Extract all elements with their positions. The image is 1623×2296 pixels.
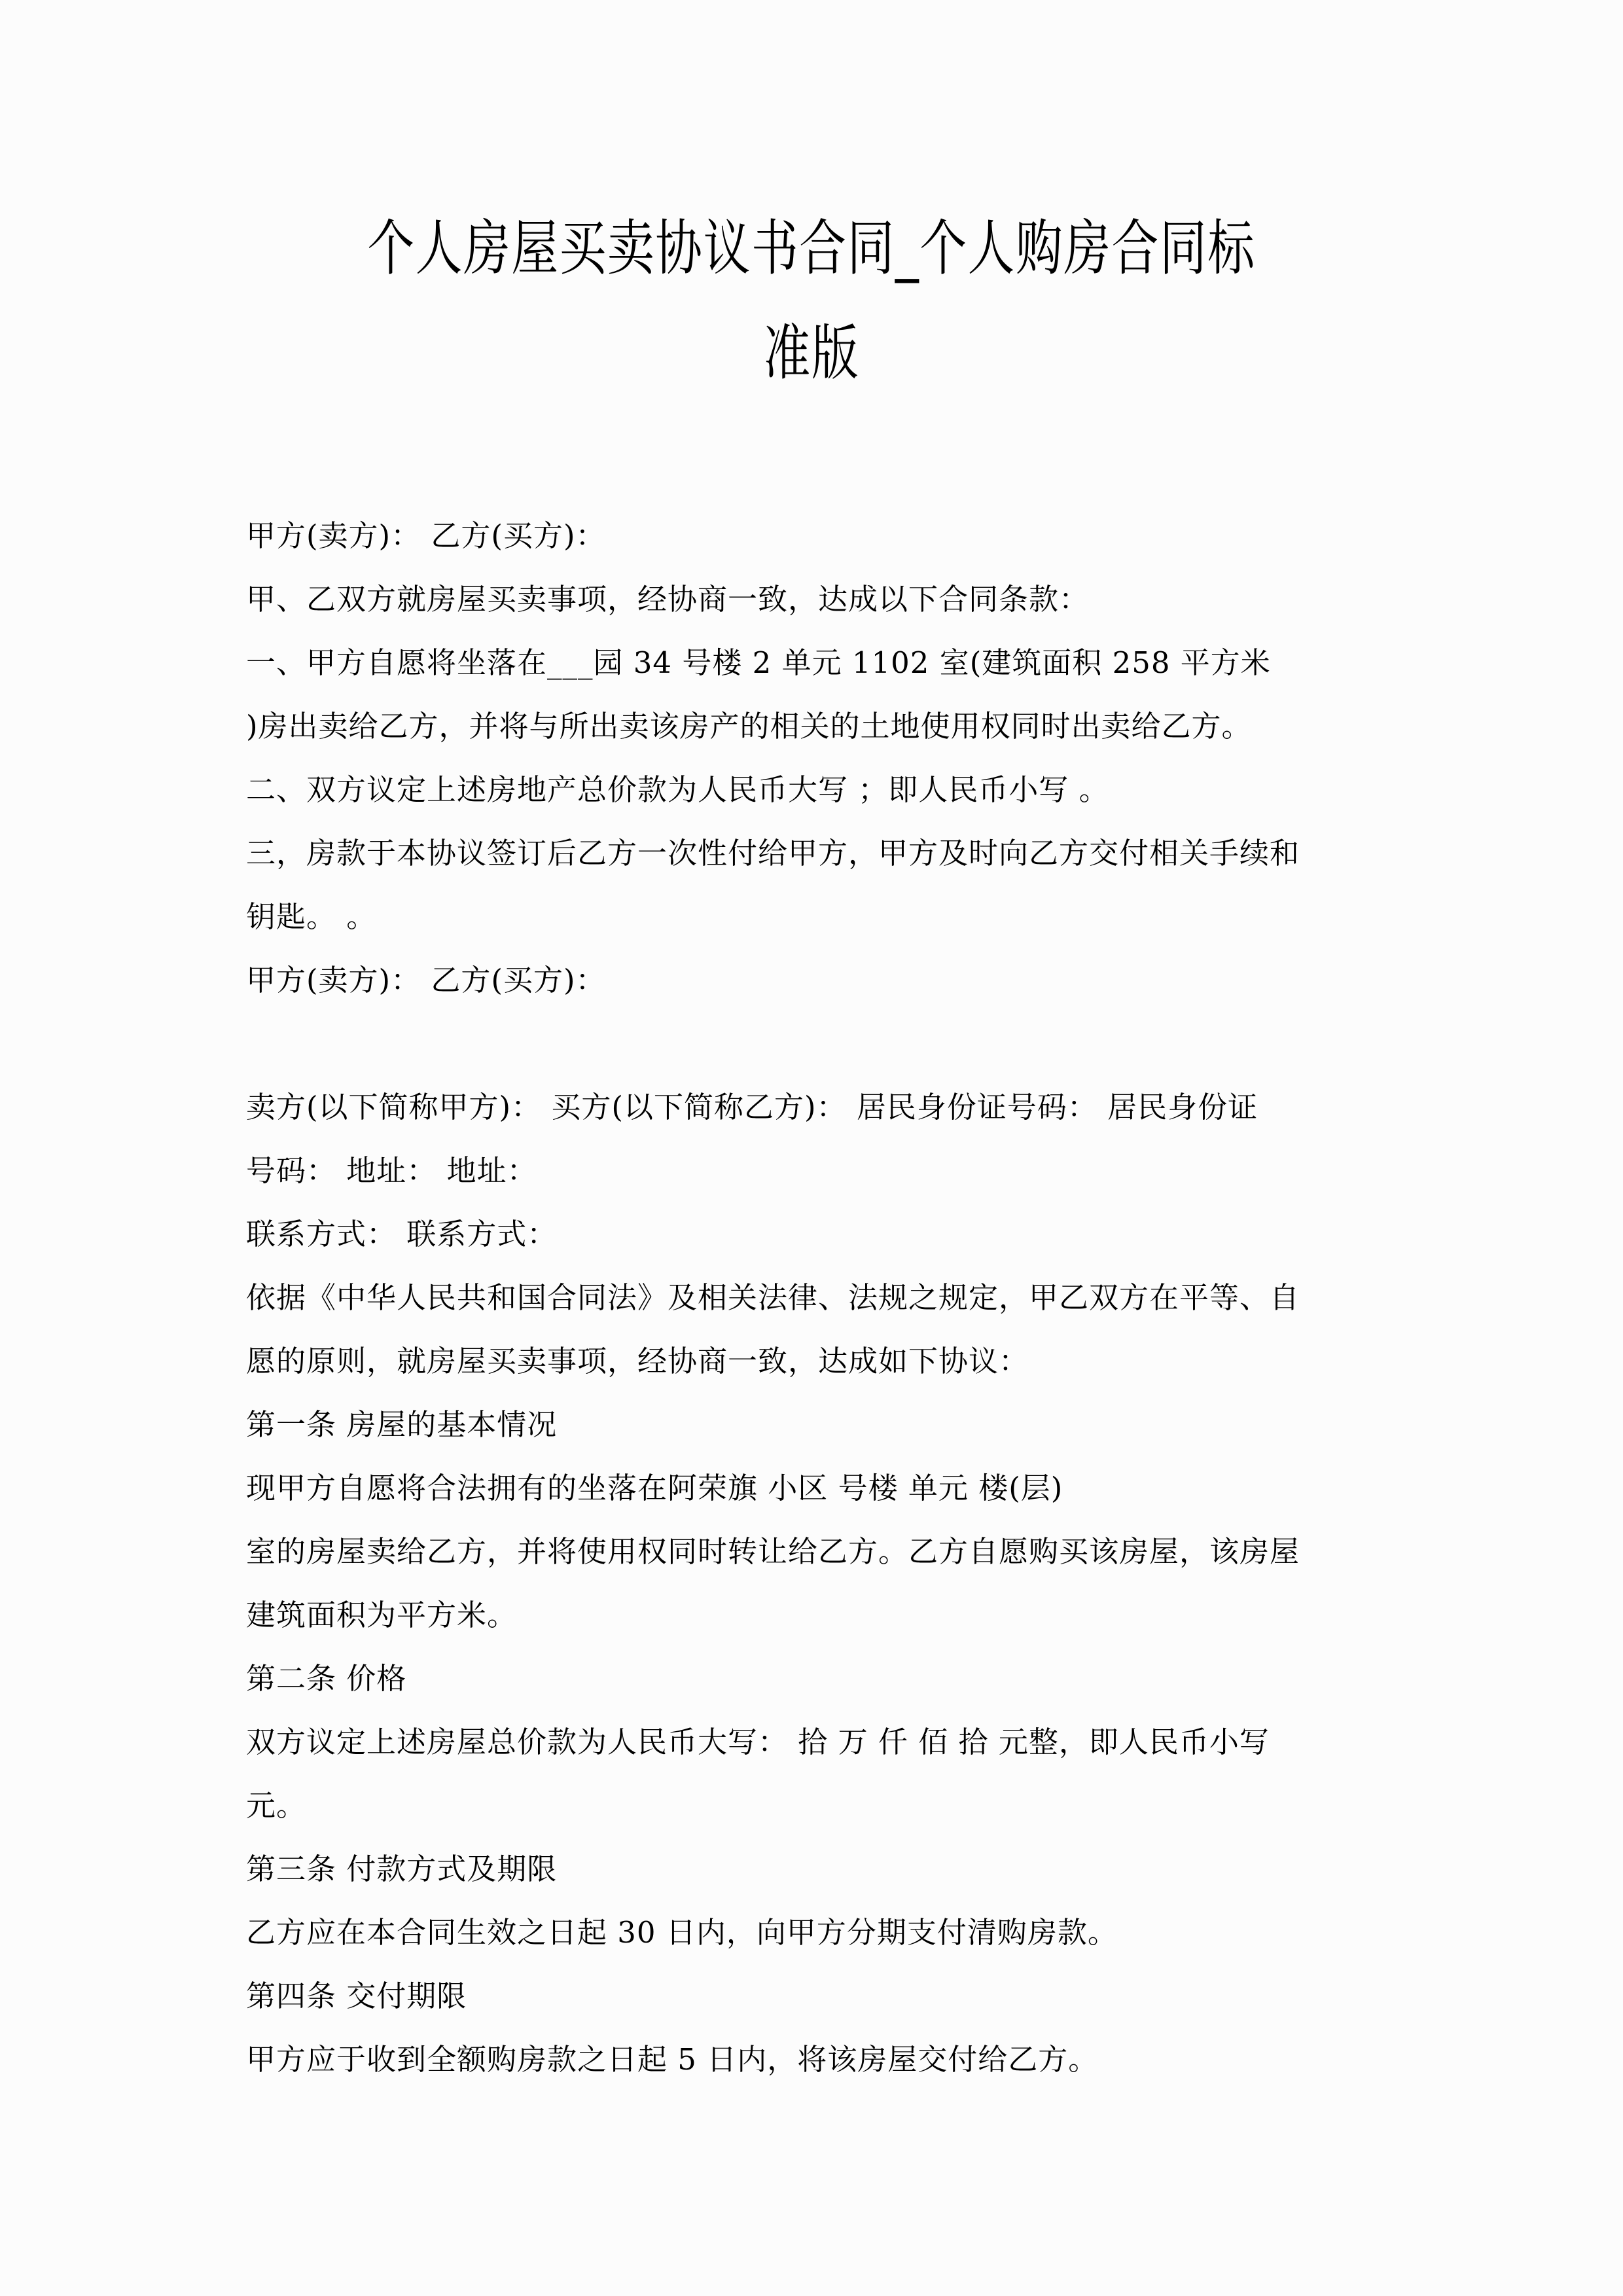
parties-line-1: 卖方(以下简称甲方)： 买方(以下简称乙方)： 居民身份证号码： 居民身份证 — [246, 1090, 1258, 1124]
article-1-heading: 第一条 房屋的基本情况 — [246, 1407, 558, 1442]
article-3-body: 乙方应在本合同生效之日起 30 日内，向甲方分期支付清购房款。 — [246, 1915, 1118, 1950]
document-title — [347, 196, 1276, 406]
article-1-line-2: 室的房屋卖给乙方，并将使用权同时转让给乙方。乙方自愿购买该房屋，该房屋 — [246, 1534, 1300, 1569]
article-2-heading: 第二条 价格 — [246, 1661, 407, 1696]
article-2-line-1: 双方议定上述房屋总价款为人民币大写： 拾 万 仟 佰 拾 元整，即人民币小写 — [246, 1725, 1270, 1759]
agreement-section-full — [246, 1075, 1385, 2091]
party-line: 甲方(卖方)： 乙方(买方)： — [246, 518, 606, 553]
legal-basis-line-2: 愿的原则，就房屋买卖事项，经协商一致，达成如下协议： — [246, 1344, 1029, 1378]
title-line-1: 个人房屋买卖协议书合同_个人购房合同标 — [367, 213, 1256, 283]
signature-party-line: 甲方(卖方)： 乙方(买方)： — [246, 963, 606, 997]
parties-line-2: 号码： 地址： 地址： — [246, 1153, 537, 1188]
title-line-2: 准版 — [763, 318, 860, 388]
clause-3-line-2: 钥匙。 。 — [246, 899, 377, 934]
article-2-line-2: 元。 — [246, 1788, 307, 1823]
article-4-heading: 第四条 交付期限 — [246, 1979, 467, 2013]
clause-1-line-2: )房出卖给乙方，并将与所出卖该房产的相关的土地使用权同时出卖给乙方。 — [246, 709, 1252, 744]
intro-paragraph: 甲、乙双方就房屋买卖事项，经协商一致，达成以下合同条款： — [246, 582, 1090, 617]
legal-basis-line-1: 依据《中华人民共和国合同法》及相关法律、法规之规定，甲乙双方在平等、自 — [246, 1280, 1300, 1315]
contact-line: 联系方式： 联系方式： — [246, 1217, 558, 1251]
clause-1-line-1: 一、甲方自愿将坐落在___园 34 号楼 2 单元 1102 室(建筑面积 258 平方米 — [246, 645, 1271, 680]
article-4-body: 甲方应于收到全额购房款之日起 5 日内，将该房屋交付给乙方。 — [246, 2042, 1099, 2077]
article-3-heading: 第三条 付款方式及期限 — [246, 1852, 558, 1886]
article-1-line-3: 建筑面积为平方米。 — [246, 1598, 518, 1632]
document-body — [246, 504, 1385, 2091]
agreement-section-short — [246, 504, 1385, 1012]
clause-2: 二、双方议定上述房地产总价款为人民币大写 ；即人民币小写 。 — [246, 772, 1109, 807]
article-1-line-1: 现甲方自愿将合法拥有的坐落在阿荣旗 小区 号楼 单元 楼(层) — [246, 1471, 1063, 1505]
section-spacer — [246, 1012, 1385, 1075]
clause-3-line-1: 三，房款于本协议签订后乙方一次性付给甲方，甲方及时向乙方交付相关手续和 — [246, 836, 1300, 870]
